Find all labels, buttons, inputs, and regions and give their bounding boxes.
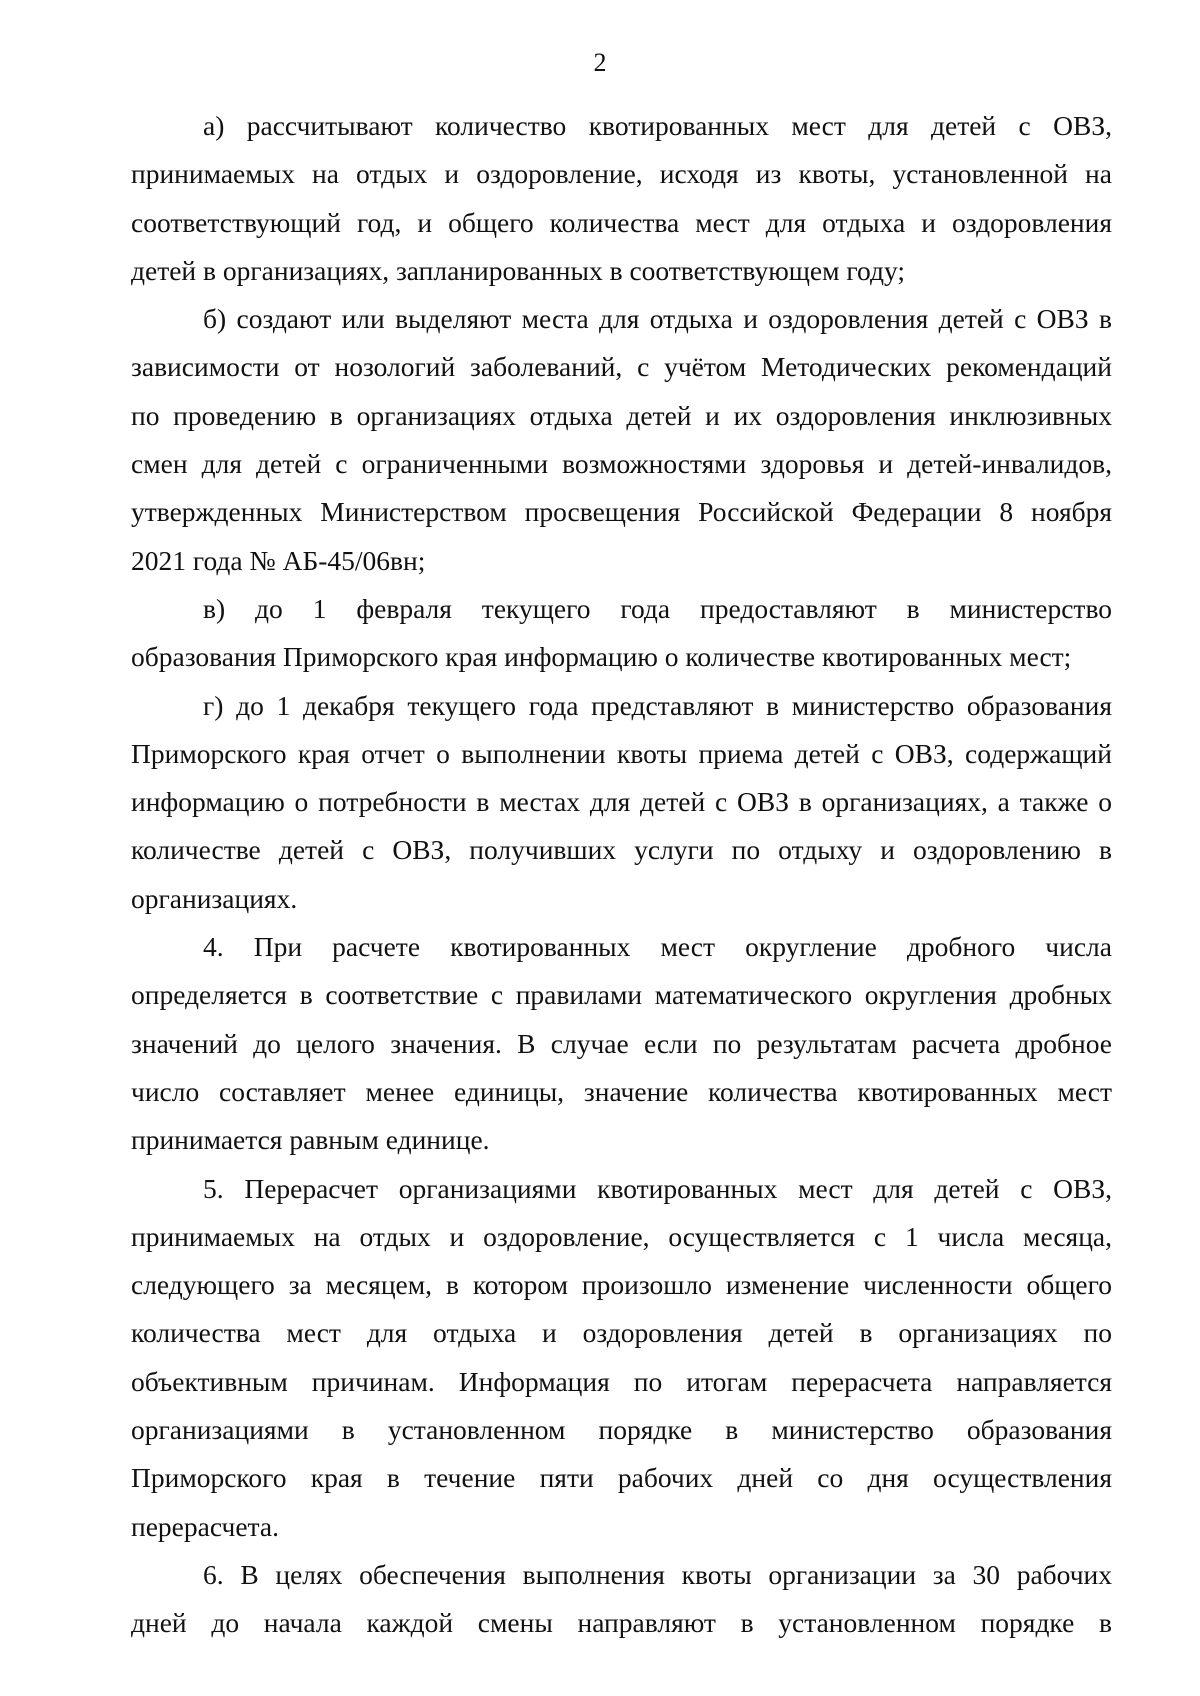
text-line: утвержденных Министерством просвещения Российской Федерации 8 ноября bbox=[131, 496, 1112, 528]
text-line: по проведению в организациях отдыха детей и их оздоровления инклюзивных bbox=[131, 399, 1112, 431]
text-line: количестве детей с ОВЗ, получивших услуги по отдыху и оздоровлению в bbox=[131, 834, 1112, 866]
text-line: смен для детей с ограниченными возможностями здоровья и детей-инвалидов, bbox=[131, 448, 1112, 480]
text-line: зависимости от нозологий заболеваний, с учётом Методических рекомендаций bbox=[131, 351, 1112, 383]
text-line: организациями в установленном порядке в министерство образования bbox=[131, 1414, 1112, 1446]
text-line: принимаемых на отдых и оздоровление, осуществляется с 1 числа месяца, bbox=[131, 1220, 1112, 1252]
text-line: определяется в соответствие с правилами математического округления дробных bbox=[131, 979, 1112, 1011]
text-line: значений до целого значения. В случае если по результатам расчета дробное bbox=[131, 1027, 1112, 1059]
text-line: принимается равным единице. bbox=[131, 1124, 490, 1156]
text-line: б) создают или выделяют места для отдыха и оздоровления детей с ОВЗ в bbox=[203, 303, 1112, 335]
text-line: 2021 года № АБ-45/06вн; bbox=[131, 544, 426, 576]
text-line: Приморского края в течение пяти рабочих дней со дня осуществления bbox=[131, 1462, 1112, 1494]
paragraph-1 bbox=[131, 102, 1112, 295]
text-line: информацию о потребности в местах для детей с ОВЗ в организациях, а также о bbox=[131, 786, 1112, 818]
text-line: дней до начала каждой смены направляют в установленном порядке в bbox=[131, 1607, 1112, 1639]
text-line: в) до 1 февраля текущего года предоставляют в министерство bbox=[203, 592, 1112, 624]
text-line: организациях. bbox=[131, 882, 298, 914]
text-line: 6. В целях обеспечения выполнения квоты организации за 30 рабочих bbox=[203, 1558, 1112, 1590]
text-line: соответствующий год, и общего количества мест для отдыха и оздоровления bbox=[131, 206, 1112, 238]
text-line: образования Приморского края информацию о количестве квотированных мест; bbox=[131, 641, 1072, 673]
paragraph-6 bbox=[131, 1165, 1112, 1551]
text-line: объективным причинам. Информация по итогам перерасчета направляется bbox=[131, 1365, 1112, 1397]
text-line: а) рассчитывают количество квотированных мест для детей с ОВЗ, bbox=[203, 110, 1112, 141]
paragraph-3 bbox=[131, 585, 1112, 682]
text-line: 4. При расчете квотированных мест округление дробного числа bbox=[203, 931, 1112, 963]
paragraph-2 bbox=[131, 295, 1112, 585]
text-line: число составляет менее единицы, значение количества квотированных мест bbox=[131, 1075, 1112, 1107]
paragraph-4 bbox=[131, 682, 1112, 923]
text-line: г) до 1 декабря текущего года представляют в министерство образования bbox=[203, 689, 1112, 721]
text-line: Приморского края отчет о выполнении квоты приема детей с ОВЗ, содержащий bbox=[131, 737, 1112, 769]
text-line: следующего за месяцем, в котором произошло изменение численности общего bbox=[131, 1269, 1112, 1301]
text-line: принимаемых на отдых и оздоровление, исходя из квоты, установленной на bbox=[131, 158, 1112, 190]
page-number: 2 bbox=[593, 48, 607, 77]
text-line: перерасчета. bbox=[131, 1510, 279, 1542]
paragraph-5 bbox=[131, 923, 1112, 1164]
text-line: 5. Перерасчет организациями квотированных мест для детей с ОВЗ, bbox=[203, 1172, 1112, 1204]
document-body bbox=[131, 102, 1112, 1648]
text-line: детей в организациях, запланированных в соответствующем году; bbox=[131, 254, 905, 286]
paragraph-7 bbox=[131, 1551, 1112, 1648]
text-line: количества мест для отдыха и оздоровления детей в организациях по bbox=[131, 1317, 1112, 1349]
